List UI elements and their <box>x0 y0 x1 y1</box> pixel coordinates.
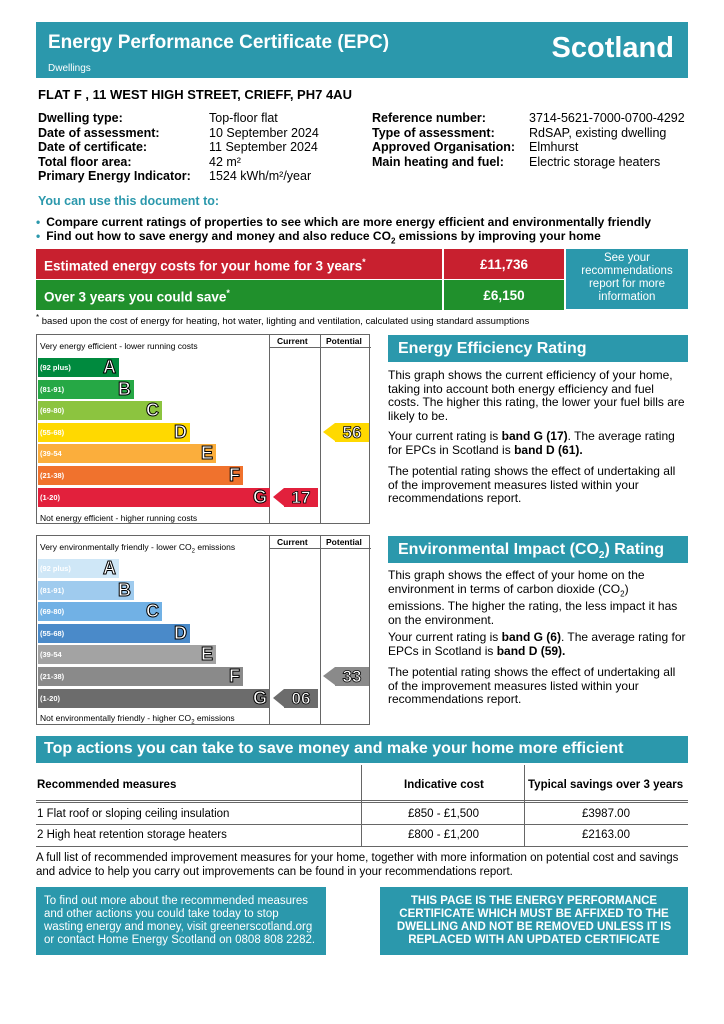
current-column-header: Current <box>277 336 308 346</box>
energy-efficiency-p2 <box>388 430 688 457</box>
table-line <box>36 824 688 825</box>
caption-text: emissions <box>194 713 235 723</box>
text: Your current rating is <box>388 429 502 443</box>
rating-band-a <box>38 559 119 578</box>
band-letter: F <box>229 465 240 485</box>
title-text: Environmental Impact (CO <box>398 541 599 558</box>
chart-header-line <box>269 347 371 348</box>
rating-band-e <box>38 645 216 664</box>
cost-1: £850 - £1,500 <box>408 808 479 820</box>
subscript: 2 <box>620 588 625 598</box>
energy-efficiency-chart <box>36 334 370 524</box>
use-document-title: You can use this document to: <box>38 194 220 208</box>
detail-label: Type of assessment: <box>372 125 495 140</box>
band-range: (55-68) <box>40 427 65 437</box>
detail-value: RdSAP, existing dwelling <box>529 125 667 140</box>
detail-label: Primary Energy Indicator: <box>38 169 191 183</box>
rating-band-g <box>38 488 270 507</box>
detail-label: Total floor area: <box>38 154 132 169</box>
band-range: (1-20) <box>40 693 61 703</box>
detail-value: 10 September 2024 <box>209 125 319 140</box>
bullet-text: Compare current ratings of properties to see which are more energy efficient and environmentally friendly <box>46 215 652 229</box>
band-range: (69-80) <box>40 406 65 416</box>
details-left-values <box>209 111 319 184</box>
band-letter: D <box>174 622 187 643</box>
property-address: FLAT F , 11 WEST HIGH STREET, CRIEFF, PH7 4AU <box>38 87 352 102</box>
chart-bottom-caption: Not energy efficient - higher running costs <box>40 513 198 523</box>
certificate-notice-box: THIS PAGE IS THE ENERGY PERFORMANCE CERTIFICATE WHICH MUST BE AFFIXED TO THE DWELLING AND NOT BE REMOVED UNLESS IT IS REPLACED WITH AN UPDATED CERTIFICATE <box>380 887 688 955</box>
chart-bottom-caption <box>40 713 235 726</box>
potential-column-header: Potential <box>326 336 362 346</box>
text: Your current rating is <box>388 630 502 644</box>
marker-arrow <box>273 689 284 707</box>
table-divider <box>524 765 525 847</box>
band-range: (1-20) <box>40 492 61 502</box>
text: This graph shows the effect of your home on the environment in terms of carbon dioxide (CO <box>388 568 645 596</box>
country-label: Scotland <box>551 32 674 64</box>
header-measures: Recommended measures <box>37 779 177 791</box>
detail-label: Date of assessment: <box>38 125 160 140</box>
table-divider <box>361 765 362 847</box>
current-column-header: Current <box>277 537 308 547</box>
table-line <box>36 802 688 803</box>
current-band: band G (17) <box>501 429 568 443</box>
band-letter: A <box>103 357 116 377</box>
table-line <box>36 846 688 847</box>
bullet-text: Find out how to save energy and money and also reduce CO <box>46 229 391 243</box>
band-range: (21-38) <box>40 672 65 681</box>
bullet-icon: • <box>36 215 41 229</box>
rating-band-d <box>38 624 190 643</box>
detail-label: Reference number: <box>372 111 486 125</box>
costs-footnote <box>36 313 529 327</box>
detail-value: 3714-5621-7000-0700-4292 <box>529 111 685 125</box>
find-out-more-box: To find out more about the recommended measures and other actions you could take today to stop wasting energy and money, visit greenerscotland.org or contact Home Energy Scotland on 0808 808 2282. <box>36 887 326 955</box>
current-rating-marker <box>273 488 318 507</box>
potential-savings-value: £6,150 <box>444 280 564 310</box>
detail-value: 42 m² <box>209 154 241 169</box>
rating-band-b <box>38 581 134 600</box>
estimated-costs-text: Estimated energy costs for your home for 3 years <box>44 258 363 274</box>
current-band: band G (6) <box>501 630 561 644</box>
band-letter: F <box>229 666 240 686</box>
detail-label: Main heating and fuel: <box>372 154 504 169</box>
potential-rating-value: 56 <box>335 423 369 442</box>
caption-text: Very environmentally friendly - lower CO <box>40 542 192 552</box>
measure-2: 2 High heat retention storage heaters <box>37 829 227 841</box>
energy-efficiency-p3: The potential rating shows the effect of undertaking all of the improvement measures listed within your recommendations report. <box>388 464 676 505</box>
detail-value: 1524 kWh/m²/year <box>209 169 312 183</box>
rating-band-e <box>38 444 216 463</box>
rating-band-a <box>38 358 119 377</box>
band-range: (92 plus) <box>40 363 71 372</box>
chart-divider <box>320 335 321 523</box>
use-bullet-save <box>36 229 601 245</box>
details-right-labels <box>372 111 515 169</box>
band-range: (92 plus) <box>40 564 71 573</box>
band-range: (21-38) <box>40 471 65 480</box>
detail-label: Date of certificate: <box>38 140 148 154</box>
details-right-values <box>529 111 685 169</box>
subscript: 2 <box>390 236 396 246</box>
energy-efficiency-title: Energy Efficiency Rating <box>388 335 688 362</box>
rating-band-f <box>38 667 243 686</box>
full-list-text: A full list of recommended improvement measures for your home, together with more information on potential cost and savings and advice to help you carry out improvements can be found in your recommendations report. <box>36 852 679 878</box>
band-letter: B <box>118 579 131 600</box>
potential-rating-marker <box>323 667 369 686</box>
environmental-impact-p1 <box>388 569 688 627</box>
bullet-icon: • <box>36 229 41 243</box>
measure-1: 1 Flat roof or sloping ceiling insulation <box>37 808 230 820</box>
chart-top-caption: Very energy efficient - lower running costs <box>40 341 198 351</box>
detail-value: Elmhurst <box>529 140 579 154</box>
rating-band-c <box>38 602 162 621</box>
subscript: 2 <box>598 550 605 562</box>
header-savings: Typical savings over 3 years <box>528 779 684 791</box>
epc-header <box>36 22 688 78</box>
band-letter: C <box>146 400 159 421</box>
caption-text: emissions <box>194 542 236 552</box>
asterisk: * <box>362 257 366 267</box>
band-range: (69-80) <box>40 607 65 617</box>
average-band: band D (59). <box>496 643 566 658</box>
band-letter: G <box>252 687 267 708</box>
current-rating-value: 06 <box>284 689 318 708</box>
savings-2: £2163.00 <box>582 829 630 841</box>
band-letter: E <box>200 644 213 665</box>
see-recommendations-box: See your recommendations report for more information <box>566 249 688 309</box>
marker-arrow <box>323 423 335 441</box>
actions-table <box>36 765 688 847</box>
current-rating-marker <box>273 689 318 708</box>
caption-text: Not environmentally friendly - higher CO <box>40 713 192 723</box>
rating-band-b <box>38 380 134 399</box>
text: . The average rating for EPCs in Scotland is <box>388 429 675 457</box>
rating-band-c <box>38 401 162 420</box>
chart-header-line <box>269 548 371 549</box>
environmental-impact-p3: The potential rating shows the effect of undertaking all of the improvement measures listed within your recommendations report. <box>388 665 676 706</box>
potential-column-header: Potential <box>326 537 362 547</box>
bullet-text: emissions by improving your home <box>395 229 601 243</box>
band-letter: B <box>118 378 131 399</box>
band-range: (81-91) <box>40 585 65 595</box>
estimated-costs-label <box>36 249 442 279</box>
potential-savings-text: Over 3 years you could save <box>44 289 227 305</box>
environmental-impact-chart <box>36 535 370 725</box>
text: . The average rating for EPCs in Scotland is <box>388 630 686 658</box>
rating-band-g <box>38 689 270 708</box>
table-line <box>36 800 688 801</box>
band-range: (39-54 <box>40 650 62 660</box>
detail-label: Dwelling type: <box>38 111 123 125</box>
chart-top-caption <box>40 542 235 555</box>
band-letter: G <box>252 486 267 507</box>
title-text: ) Rating <box>604 541 665 558</box>
band-letter: C <box>146 601 159 622</box>
average-band: band D (61). <box>514 442 583 457</box>
detail-label: Approved Organisation: <box>372 140 516 154</box>
detail-value: Top-floor flat <box>209 111 278 125</box>
potential-rating-marker <box>323 423 369 442</box>
rating-band-d <box>38 423 190 442</box>
band-range: (55-68) <box>40 628 65 638</box>
marker-arrow <box>323 667 335 685</box>
subscript: 2 <box>191 548 195 555</box>
environmental-impact-p2 <box>388 631 688 658</box>
footnote-text: based upon the cost of energy for heating, hot water, lighting and ventilation, calculated using standard assumptions <box>39 316 530 328</box>
current-rating-value: 17 <box>284 488 318 507</box>
band-letter: E <box>200 443 213 464</box>
energy-efficiency-p1: This graph shows the current efficiency of your home, taking into account both energy efficiency and fuel costs. The higher this rating, the lower your fuel bills are likely to be. <box>388 368 685 423</box>
detail-value: Electric storage heaters <box>529 154 661 169</box>
asterisk: * <box>36 313 40 322</box>
header-cost: Indicative cost <box>404 779 484 791</box>
chart-divider <box>320 536 321 724</box>
estimated-costs-value: £11,736 <box>444 249 564 279</box>
detail-value: 11 September 2024 <box>209 140 318 154</box>
certificate-subtitle: Dwellings <box>48 63 91 74</box>
environmental-impact-title <box>388 536 688 563</box>
rating-band-f <box>38 466 243 485</box>
top-actions-title: Top actions you can take to save money and make your home more efficient <box>36 736 688 763</box>
certificate-title: Energy Performance Certificate (EPC) <box>48 32 390 53</box>
use-bullet-compare <box>36 215 651 229</box>
band-range: (81-91) <box>40 384 65 394</box>
subscript: 2 <box>191 719 195 726</box>
band-letter: D <box>174 421 187 442</box>
marker-arrow <box>273 488 284 506</box>
cost-2: £800 - £1,200 <box>408 829 479 841</box>
band-range: (39-54 <box>40 449 62 459</box>
asterisk: * <box>226 288 230 298</box>
details-left-labels <box>38 111 191 184</box>
savings-1: £3987.00 <box>582 808 630 820</box>
potential-savings-label <box>36 280 442 310</box>
potential-rating-value: 33 <box>335 667 369 686</box>
band-letter: A <box>103 558 116 578</box>
text: ) emissions. The higher the rating, the less impact it has on the environment. <box>388 581 678 627</box>
